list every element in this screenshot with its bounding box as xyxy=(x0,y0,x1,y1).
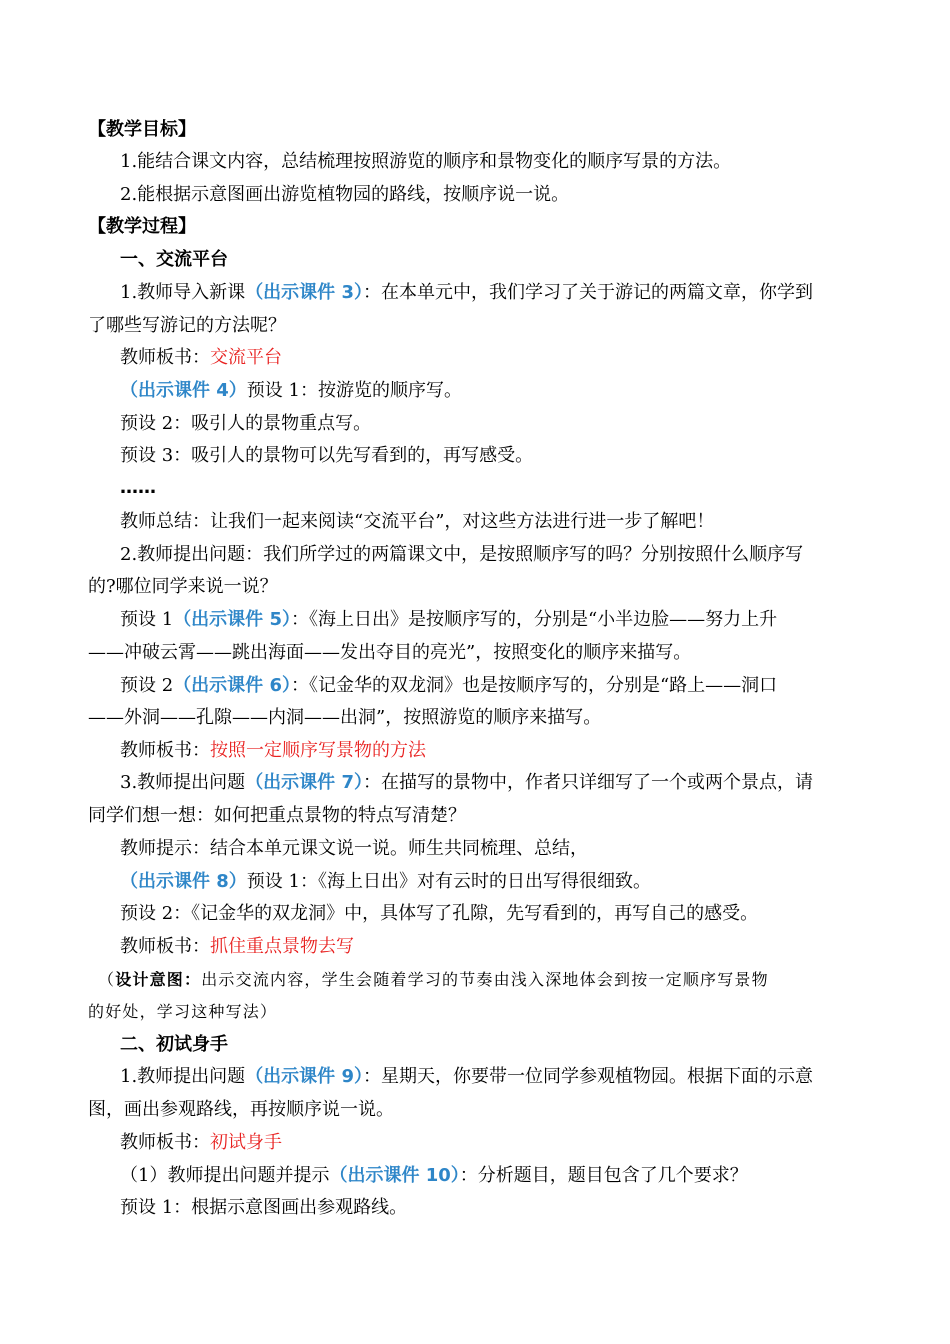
design-open: （ xyxy=(98,970,116,989)
board-label: 教师板书： xyxy=(120,1132,210,1153)
preset-6-text: ：《记金华的双龙洞》也是按顺序写的，分别是“路上——洞口 xyxy=(290,675,778,696)
design-label: 设计意图： xyxy=(115,970,202,989)
preset-text: 预设 1：《海上日出》对有云时的日出写得很细致。 xyxy=(246,871,651,892)
part1-q1-line2: 了哪些写游记的方法呢？ xyxy=(88,315,286,336)
part2-sub-text-a: （1）教师提出问题并提示 xyxy=(120,1165,330,1186)
board-1 xyxy=(120,346,282,370)
courseware-tag: （出示课件 7） xyxy=(245,772,363,793)
board-text: 抓住重点景物去写 xyxy=(210,936,354,957)
board-text: 初试身手 xyxy=(210,1132,282,1153)
goals-title: 【教学目标】 xyxy=(88,119,196,140)
preset-5-line1 xyxy=(120,608,777,632)
design-intent-line2: 的好处，学习这种写法） xyxy=(88,1002,278,1021)
goal-2: 2.能根据示意图画出游览植物园的路线，按顺序说一说。 xyxy=(120,184,570,205)
part1-q1-text-b: ：在本单元中，我们学习了关于游记的两篇文章，你学到 xyxy=(362,282,813,303)
board-4 xyxy=(120,1131,282,1155)
preset-text: 预设 1：按游览的顺序写。 xyxy=(246,380,462,401)
courseware-tag: （出示课件 5） xyxy=(173,609,291,630)
part1-q2-line1: 2.教师提出问题：我们所学过的两篇课文中，是按照顺序写的吗？分别按照什么顺序写 xyxy=(120,544,804,565)
preset-5-text: ：《海上日出》是按顺序写的，分别是“小半边脸——努力上升 xyxy=(290,609,778,630)
courseware-tag: （出示课件 4） xyxy=(120,380,247,401)
preset-8 xyxy=(120,870,651,894)
teacher-hint: 教师提示：结合本单元课文说一说。师生共同梳理、总结， xyxy=(120,838,588,859)
part1-q3-text-b: ：在描写的景物中，作者只详细写了一个或两个景点，请 xyxy=(362,772,813,793)
part2-sub-text-b: ：分析题目，题目包含了几个要求？ xyxy=(459,1165,748,1186)
design-text: 出示交流内容，学生会随着学习的节奏由浅入深地体会到按一定顺序写景物 xyxy=(201,970,769,989)
process-title: 【教学过程】 xyxy=(88,216,196,237)
board-text: 按照一定顺序写景物的方法 xyxy=(210,740,426,761)
part2-q1-text-a: 1.教师提出问题 xyxy=(120,1066,246,1087)
part1-q1-text-a: 1.教师导入新课 xyxy=(120,282,246,303)
courseware-tag: （出示课件 10） xyxy=(329,1165,460,1186)
part1-q1-line1 xyxy=(120,281,813,305)
part2-preset-1: 预设 1：根据示意图画出参观路线。 xyxy=(120,1197,408,1218)
board-text: 交流平台 xyxy=(210,347,282,368)
part1-q3-line1 xyxy=(120,771,813,795)
ellipsis: …… xyxy=(120,477,156,498)
courseware-tag: （出示课件 6） xyxy=(173,675,291,696)
part1-heading: 一、交流平台 xyxy=(120,249,228,270)
preset-6-line2: ——外洞——孔隙——内洞——出洞”，按照游览的顺序来描写。 xyxy=(88,707,602,728)
preset-9: 预设 2：《记金华的双龙洞》中，具体写了孔隙，先写看到的，再写自己的感受。 xyxy=(120,903,759,924)
preset-6-label: 预设 2 xyxy=(120,675,174,696)
courseware-tag: （出示课件 8） xyxy=(120,871,247,892)
preset-5-label: 预设 1 xyxy=(120,609,174,630)
board-3 xyxy=(120,935,354,959)
part2-q1-text-b: ：星期天，你要带一位同学参观植物园。根据下面的示意 xyxy=(362,1066,813,1087)
board-label: 教师板书： xyxy=(120,936,210,957)
part2-heading: 二、初试身手 xyxy=(120,1034,228,1055)
preset-3: 预设 3：吸引人的景物可以先写看到的，再写感受。 xyxy=(120,445,534,466)
teacher-summary: 教师总结：让我们一起来阅读“交流平台”，对这些方法进行进一步了解吧！ xyxy=(120,511,715,532)
design-intent-line1 xyxy=(98,968,769,992)
preset-5-line2: ——冲破云霄——跳出海面——发出夺目的亮光”，按照变化的顺序来描写。 xyxy=(88,642,692,663)
board-2 xyxy=(120,739,426,763)
part1-q3-text-a: 3.教师提出问题 xyxy=(120,772,246,793)
goal-1: 1.能结合课文内容，总结梳理按照游览的顺序和景物变化的顺序写景的方法。 xyxy=(120,151,732,172)
preset-6-line1 xyxy=(120,674,777,698)
courseware-tag: （出示课件 9） xyxy=(245,1066,363,1087)
part1-q2-line2: 的?哪位同学来说一说？ xyxy=(88,576,278,597)
part2-q1-line1 xyxy=(120,1065,813,1089)
part2-q1-line2: 图，画出参观路线，再按顺序说一说。 xyxy=(88,1099,394,1120)
board-label: 教师板书： xyxy=(120,347,210,368)
courseware-tag: （出示课件 3） xyxy=(245,282,363,303)
board-label: 教师板书： xyxy=(120,740,210,761)
part1-q3-line2: 同学们想一想：如何把重点景物的特点写清楚？ xyxy=(88,805,466,826)
part2-sub-question xyxy=(120,1164,748,1188)
preset-2: 预设 2：吸引人的景物重点写。 xyxy=(120,413,372,434)
preset-1 xyxy=(120,379,462,403)
